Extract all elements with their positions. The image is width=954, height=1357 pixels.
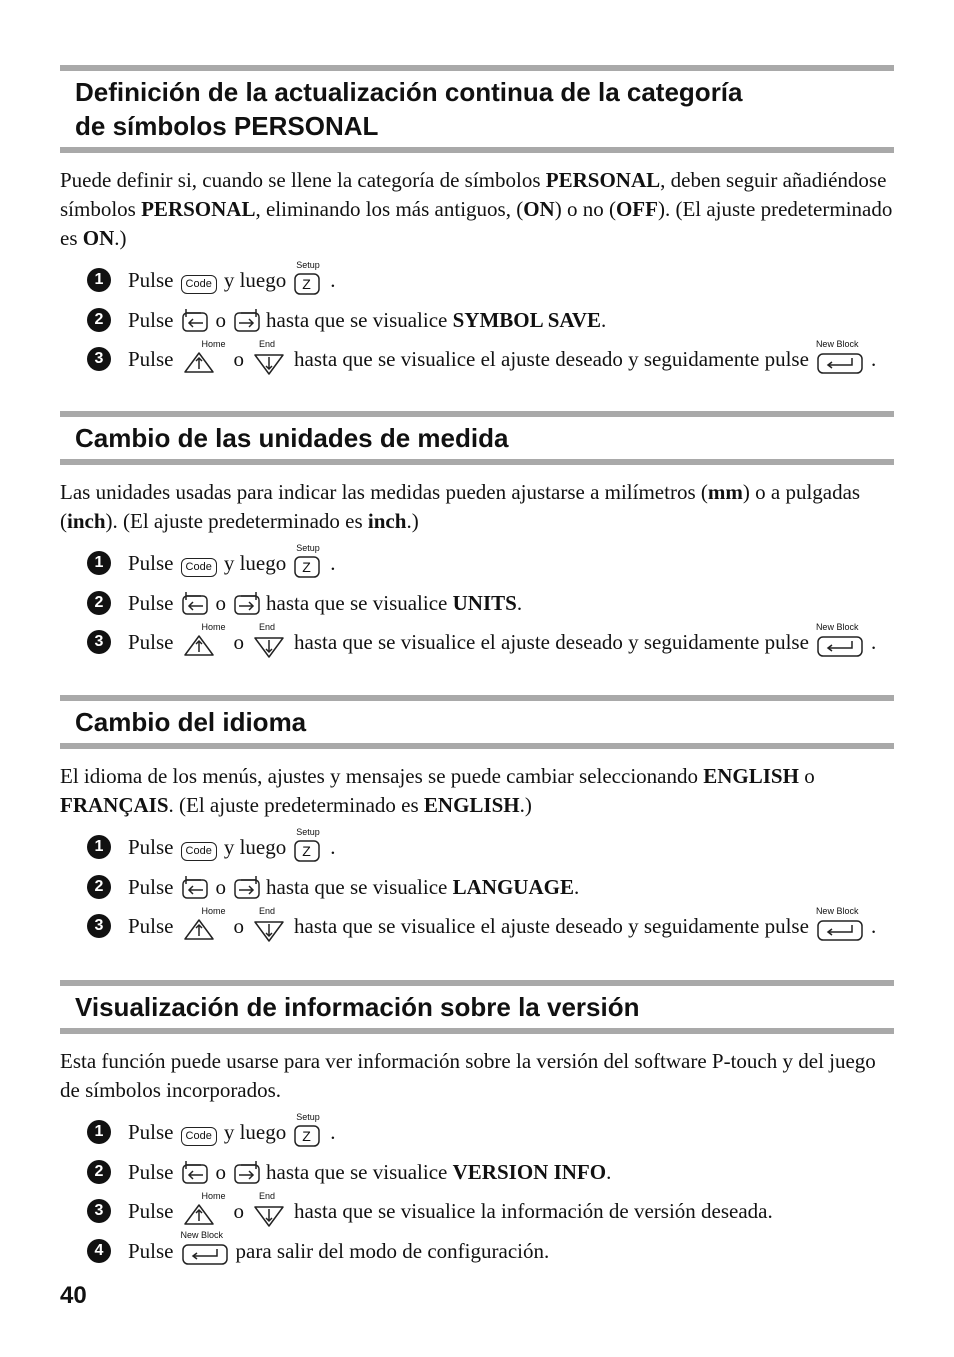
down-end-key [251, 338, 287, 375]
step-text: hasta que se visualice VERSION INFO. [266, 1159, 612, 1184]
section [60, 65, 894, 380]
heading-line: Visualización de información sobre la versión [75, 992, 640, 1022]
bold-term: FRANÇAIS [60, 793, 169, 817]
step-text: Pulse [128, 590, 174, 615]
home-caption: Home [201, 1190, 226, 1201]
step-text: . [330, 1120, 336, 1145]
step-number-badge: 3 [87, 347, 111, 371]
bold-term: inch [367, 509, 407, 533]
step-3 [60, 340, 894, 380]
step-text: . [330, 835, 336, 860]
bold-term: OFF [615, 197, 658, 221]
setup-caption: Setup [296, 542, 320, 553]
left-arrow-key [181, 307, 209, 333]
step-text: . [330, 268, 336, 293]
code-key [181, 1120, 217, 1146]
intro-paragraph: Las unidades usadas para indicar las medidas pueden ajustarse a milímetros (mm) o a pulgadas (inch). (El ajuste predeterminado es inch.) [60, 480, 861, 533]
step-text: Pulse [128, 1159, 174, 1184]
step-text: hasta que se visualice la información de versión deseada. [294, 1199, 773, 1224]
step-text: Pulse [128, 347, 174, 372]
bold-term: ON [82, 226, 115, 250]
step-text: Pulse [128, 268, 174, 293]
steps-list [60, 1113, 894, 1271]
z-label: Z [302, 558, 311, 575]
z-label: Z [302, 275, 311, 292]
setup-z-key [293, 259, 323, 296]
step-text: Pulse [128, 551, 174, 576]
steps-list [60, 828, 894, 947]
step-3 [60, 1192, 894, 1232]
up-home-key [181, 338, 227, 375]
left-arrow-key [181, 590, 209, 616]
step-text: y luego [223, 268, 287, 293]
step-text: hasta que se visualice UNITS. [266, 590, 523, 615]
steps-list [60, 261, 894, 380]
setup-caption: Setup [296, 826, 320, 837]
new-block-caption: New Block [180, 1230, 224, 1241]
rule-bottom [60, 459, 894, 465]
step-text: o [233, 630, 245, 655]
right-arrow-key [233, 874, 261, 900]
step-text: hasta que se visualice el ajuste deseado y seguidamente pulse [294, 347, 809, 372]
step-text: y luego [223, 1120, 287, 1145]
step-text: y luego [223, 835, 287, 860]
home-caption: Home [201, 905, 226, 916]
up-home-key [181, 621, 227, 658]
setting-name: VERSION INFO [452, 1159, 607, 1184]
step-2 [60, 868, 894, 908]
down-end-key [251, 1190, 287, 1227]
step-number-badge: 3 [87, 630, 111, 654]
section-heading [60, 417, 894, 459]
code-key [181, 835, 217, 861]
up-home-key [181, 1190, 227, 1227]
code-key-label: Code [181, 842, 217, 861]
step-text: . [870, 347, 877, 372]
step-2 [60, 301, 894, 341]
intro-paragraph: El idioma de los menús, ajustes y mensajes se puede cambiar seleccionando ENGLISH o FRANÇAIS. (El ajuste predeterminado es ENGLISH.) [60, 764, 815, 817]
down-end-key [251, 905, 287, 942]
code-key [181, 268, 217, 294]
step-text: o [215, 307, 227, 332]
bold-term: mm [707, 480, 743, 504]
step-number-badge: 3 [87, 914, 111, 938]
intro-paragraph: Puede definir si, cuando se llene la categoría de símbolos PERSONAL, deben seguir añadiéndose símbolos PERSONAL, eliminando los más antiguos, (ON) o no (OFF). (El ajuste predeterminado es ON.) [60, 168, 893, 250]
setup-z-key [293, 826, 323, 863]
step-text: o [233, 347, 245, 372]
step-2 [60, 1153, 894, 1193]
section [60, 695, 894, 947]
step-number-badge: 1 [87, 1120, 111, 1144]
end-caption: End [259, 338, 276, 349]
heading-line: Cambio del idioma [75, 707, 307, 737]
code-key-label: Code [181, 558, 217, 577]
new-block-caption: New Block [815, 905, 859, 916]
z-label: Z [302, 1127, 311, 1144]
rule-bottom [60, 1028, 894, 1034]
step-text: Pulse [128, 874, 174, 899]
up-home-key [181, 905, 227, 942]
bold-term: ENGLISH [703, 764, 799, 788]
setup-z-key [293, 1111, 323, 1148]
page-number: 40 [60, 1282, 87, 1309]
step-text: o [215, 590, 227, 615]
code-key [181, 551, 217, 577]
section [60, 980, 894, 1271]
heading-line: Definición de la actualización continua de la categoría [75, 77, 743, 107]
step-text: Pulse [128, 1199, 174, 1224]
heading-line: de símbolos PERSONAL [75, 111, 379, 141]
step-text: para salir del modo de configuración. [235, 1238, 550, 1263]
step-text: Pulse [128, 914, 174, 939]
bold-term: inch [67, 509, 106, 533]
step-4 [60, 1232, 894, 1272]
step-number-badge: 2 [87, 308, 111, 332]
left-arrow-key [181, 874, 209, 900]
home-caption: Home [201, 338, 226, 349]
setup-caption: Setup [296, 259, 320, 270]
setup-z-key [293, 542, 323, 579]
step-text: Pulse [128, 630, 174, 655]
left-arrow-key [181, 1159, 209, 1185]
code-key-label: Code [181, 1127, 217, 1146]
step-text: hasta que se visualice el ajuste deseado y seguidamente pulse [294, 630, 809, 655]
setup-caption: Setup [296, 1111, 320, 1122]
new-block-caption: New Block [815, 338, 859, 349]
steps-list [60, 544, 894, 663]
step-text: . [870, 630, 877, 655]
step-number-badge: 1 [87, 551, 111, 575]
step-number-badge: 2 [87, 875, 111, 899]
step-text: hasta que se visualice SYMBOL SAVE. [266, 307, 607, 332]
heading-line: Cambio de las unidades de medida [75, 423, 509, 453]
new-block-enter-key [180, 1230, 229, 1266]
step-text: hasta que se visualice LANGUAGE. [266, 874, 580, 899]
bold-term: PERSONAL [545, 168, 661, 192]
step-text: hasta que se visualice el ajuste deseado y seguidamente pulse [294, 914, 809, 939]
step-number-badge: 1 [87, 268, 111, 292]
step-text: o [215, 874, 227, 899]
end-caption: End [259, 621, 276, 632]
down-end-key [251, 621, 287, 658]
section [60, 411, 894, 663]
step-number-badge: 4 [87, 1239, 111, 1263]
step-text: Pulse [128, 1120, 174, 1145]
section-heading [60, 701, 894, 743]
right-arrow-key [233, 307, 261, 333]
setting-name: LANGUAGE [452, 874, 574, 899]
step-text: Pulse [128, 307, 174, 332]
step-text: . [330, 551, 336, 576]
step-3 [60, 907, 894, 947]
step-1 [60, 544, 894, 584]
section-heading [60, 71, 894, 147]
bold-term: ENGLISH [423, 793, 520, 817]
step-text: Pulse [128, 835, 174, 860]
step-1 [60, 828, 894, 868]
step-1 [60, 1113, 894, 1153]
home-caption: Home [201, 621, 226, 632]
new-block-enter-key [815, 905, 864, 942]
right-arrow-key [233, 590, 261, 616]
step-2 [60, 584, 894, 624]
z-label: Z [302, 842, 311, 859]
step-number-badge: 1 [87, 835, 111, 859]
right-arrow-key [233, 1159, 261, 1185]
step-text: y luego [223, 551, 287, 576]
step-3 [60, 623, 894, 663]
bold-term: ON [523, 197, 555, 221]
setting-name: SYMBOL SAVE [452, 307, 602, 332]
step-text: o [215, 1159, 227, 1184]
new-block-caption: New Block [815, 621, 859, 632]
setting-name: UNITS [452, 590, 517, 615]
section-heading [60, 986, 894, 1028]
code-key-label: Code [181, 275, 217, 294]
step-1 [60, 261, 894, 301]
step-text: . [870, 914, 877, 939]
step-text: Pulse [128, 1238, 174, 1263]
step-text: o [233, 914, 245, 939]
end-caption: End [259, 905, 276, 916]
new-block-enter-key [815, 338, 864, 375]
step-text: o [233, 1199, 245, 1224]
new-block-enter-key [815, 621, 864, 658]
rule-bottom [60, 743, 894, 749]
rule-bottom [60, 147, 894, 153]
step-number-badge: 3 [87, 1199, 111, 1223]
intro-paragraph: Esta función puede usarse para ver información sobre la versión del software P-touch y del juego de símbolos incorporados. [60, 1049, 876, 1102]
step-number-badge: 2 [87, 1160, 111, 1184]
step-number-badge: 2 [87, 591, 111, 615]
bold-term: PERSONAL [141, 197, 256, 221]
end-caption: End [259, 1190, 276, 1201]
